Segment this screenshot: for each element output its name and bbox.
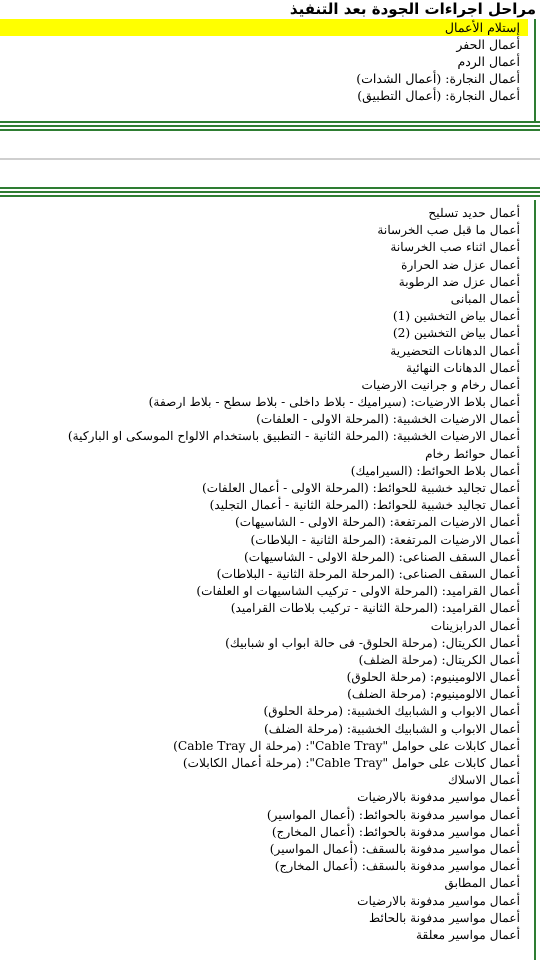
checklist-item: أعمال مواسير مدفونة بالارضيات (357, 790, 520, 805)
checklist-item: أعمال ما قبل صب الخرسانة (377, 223, 520, 238)
page-break-separator (0, 158, 540, 160)
checklist-item: أعمال حديد تسليح (428, 206, 520, 220)
checklist-item: أعمال الابواب و الشبابيك الخشبية: (مرحلة الضلف) (263, 721, 520, 736)
section-divider-line (0, 125, 540, 127)
main-right-border (534, 200, 536, 960)
checklist-item: أعمال تجاليد خشبية للحوائط: (المرحلة الثانية - أعمال التجليد) (209, 498, 520, 513)
checklist-item: أعمال الحفر (456, 37, 520, 52)
checklist-item: أعمال بياض التخشين (1) (392, 309, 520, 324)
section-divider-line (0, 195, 540, 197)
checklist-item: أعمال الاسلاك (447, 773, 520, 788)
checklist-item: أعمال الردم (457, 54, 520, 69)
checklist-item: أعمال الدهانات التحضيرية (390, 343, 520, 358)
checklist-item: أعمال الدرابزينات (430, 618, 520, 633)
checklist-item: أعمال مواسير مدفونة بالحوائط: (أعمال المواسير) (266, 807, 520, 822)
checklist-item: أعمال النجارة: (أعمال الشدات) (356, 71, 520, 86)
page-title: مراحل اجراءات الجودة بعد التنفيذ (289, 0, 536, 18)
checklist-item: أعمال السقف الصناعى: (المرحلة المرحلة الثانية - البلاطات) (216, 566, 520, 581)
checklist-item: أعمال عزل ضد الحرارة (401, 257, 520, 272)
checklist-item: أعمال مواسير مدفونة بالحائط (368, 910, 520, 925)
checklist-item: أعمال رخام و جرانيت الارضيات (361, 377, 520, 392)
checklist-item: أعمال مواسير معلقة (416, 927, 520, 942)
checklist-item: أعمال مواسير مدفونة بالسقف: (أعمال المخارج) (274, 859, 520, 874)
checklist-item: أعمال كابلات على حوامل "Cable Tray": (مرحلة أعمال الكابلات) (182, 756, 520, 770)
checklist-item: أعمال الالومينيوم: (مرحلة الضلف) (347, 687, 520, 702)
checklist-item: أعمال الارضيات المرتفعة: (المرحلة الثانية - البلاطات) (250, 532, 520, 547)
checklist-item: أعمال مواسير مدفونة بالارضيات (357, 893, 520, 908)
checklist-item: أعمال اثناء صب الخرسانة (390, 240, 520, 255)
checklist-item: أعمال الدهانات النهائية (406, 360, 520, 375)
top-right-border (534, 19, 536, 121)
checklist-item: أعمال بلاط الارضيات: (سيراميك - بلاط داخلى - بلاط سطح - بلاط ارصفة) (148, 395, 520, 410)
checklist-item: أعمال المطابق (444, 876, 520, 891)
section-divider-line (0, 129, 540, 131)
checklist-item: أعمال الارضيات المرتفعة: (المرحلة الاولى - الشاسيهات) (235, 515, 520, 530)
checklist-item: أعمال مواسير مدفونة بالسقف: (أعمال المواسير) (269, 841, 520, 856)
section-divider-line (0, 191, 540, 193)
checklist-item: أعمال الالومينيوم: (مرحلة الحلوق) (346, 670, 520, 685)
checklist-item: أعمال مواسير مدفونة بالحوائط: (أعمال المخارج) (271, 824, 520, 839)
checklist-item: أعمال الكريتال: (مرحلة الضلف) (358, 652, 520, 667)
top-checklist (0, 19, 528, 104)
checklist-item: أعمال القراميد: (المرحلة الاولى - تركيب الشاسيهات او العلفات) (196, 584, 520, 599)
section-divider-line (0, 121, 540, 123)
checklist-item: أعمال السقف الصناعى: (المرحلة الاولى - الشاسيهات) (244, 549, 520, 564)
checklist-item: أعمال الارضيات الخشبية: (المرحلة الاولى - العلفات) (256, 412, 520, 427)
checklist-item: إستلام الأعمال (0, 19, 528, 36)
checklist-item: أعمال الابواب و الشبابيك الخشبية: (مرحلة الحلوق) (263, 704, 520, 719)
checklist-item: أعمال المبانى (450, 291, 520, 306)
section-divider-line (0, 187, 540, 189)
checklist-item: أعمال كابلات على حوامل "Cable Tray": (مرحلة ال Cable Tray) (173, 738, 520, 753)
checklist-item: أعمال بلاط الحوائط: (السيراميك) (350, 463, 520, 478)
checklist-item: أعمال القراميد: (المرحلة الثانية - تركيب بلاطات القراميد) (230, 601, 520, 616)
main-checklist (0, 205, 526, 944)
checklist-item: أعمال عزل ضد الرطوبة (398, 274, 520, 289)
checklist-item: أعمال الارضيات الخشبية: (المرحلة الثانية - التطبيق باستخدام الالواح الموسكى او الباركية) (67, 429, 520, 444)
checklist-item: أعمال الكريتال: (مرحلة الحلوق- فى حالة ابواب او شبابيك) (225, 635, 520, 650)
checklist-item: أعمال حوائط رخام (425, 446, 520, 461)
checklist-item: أعمال بياض التخشين (2) (392, 326, 520, 341)
checklist-item: أعمال النجارة: (أعمال التطبيق) (357, 88, 520, 103)
checklist-item: أعمال تجاليد خشبية للحوائط: (المرحلة الاولى - أعمال العلفات) (201, 481, 520, 495)
